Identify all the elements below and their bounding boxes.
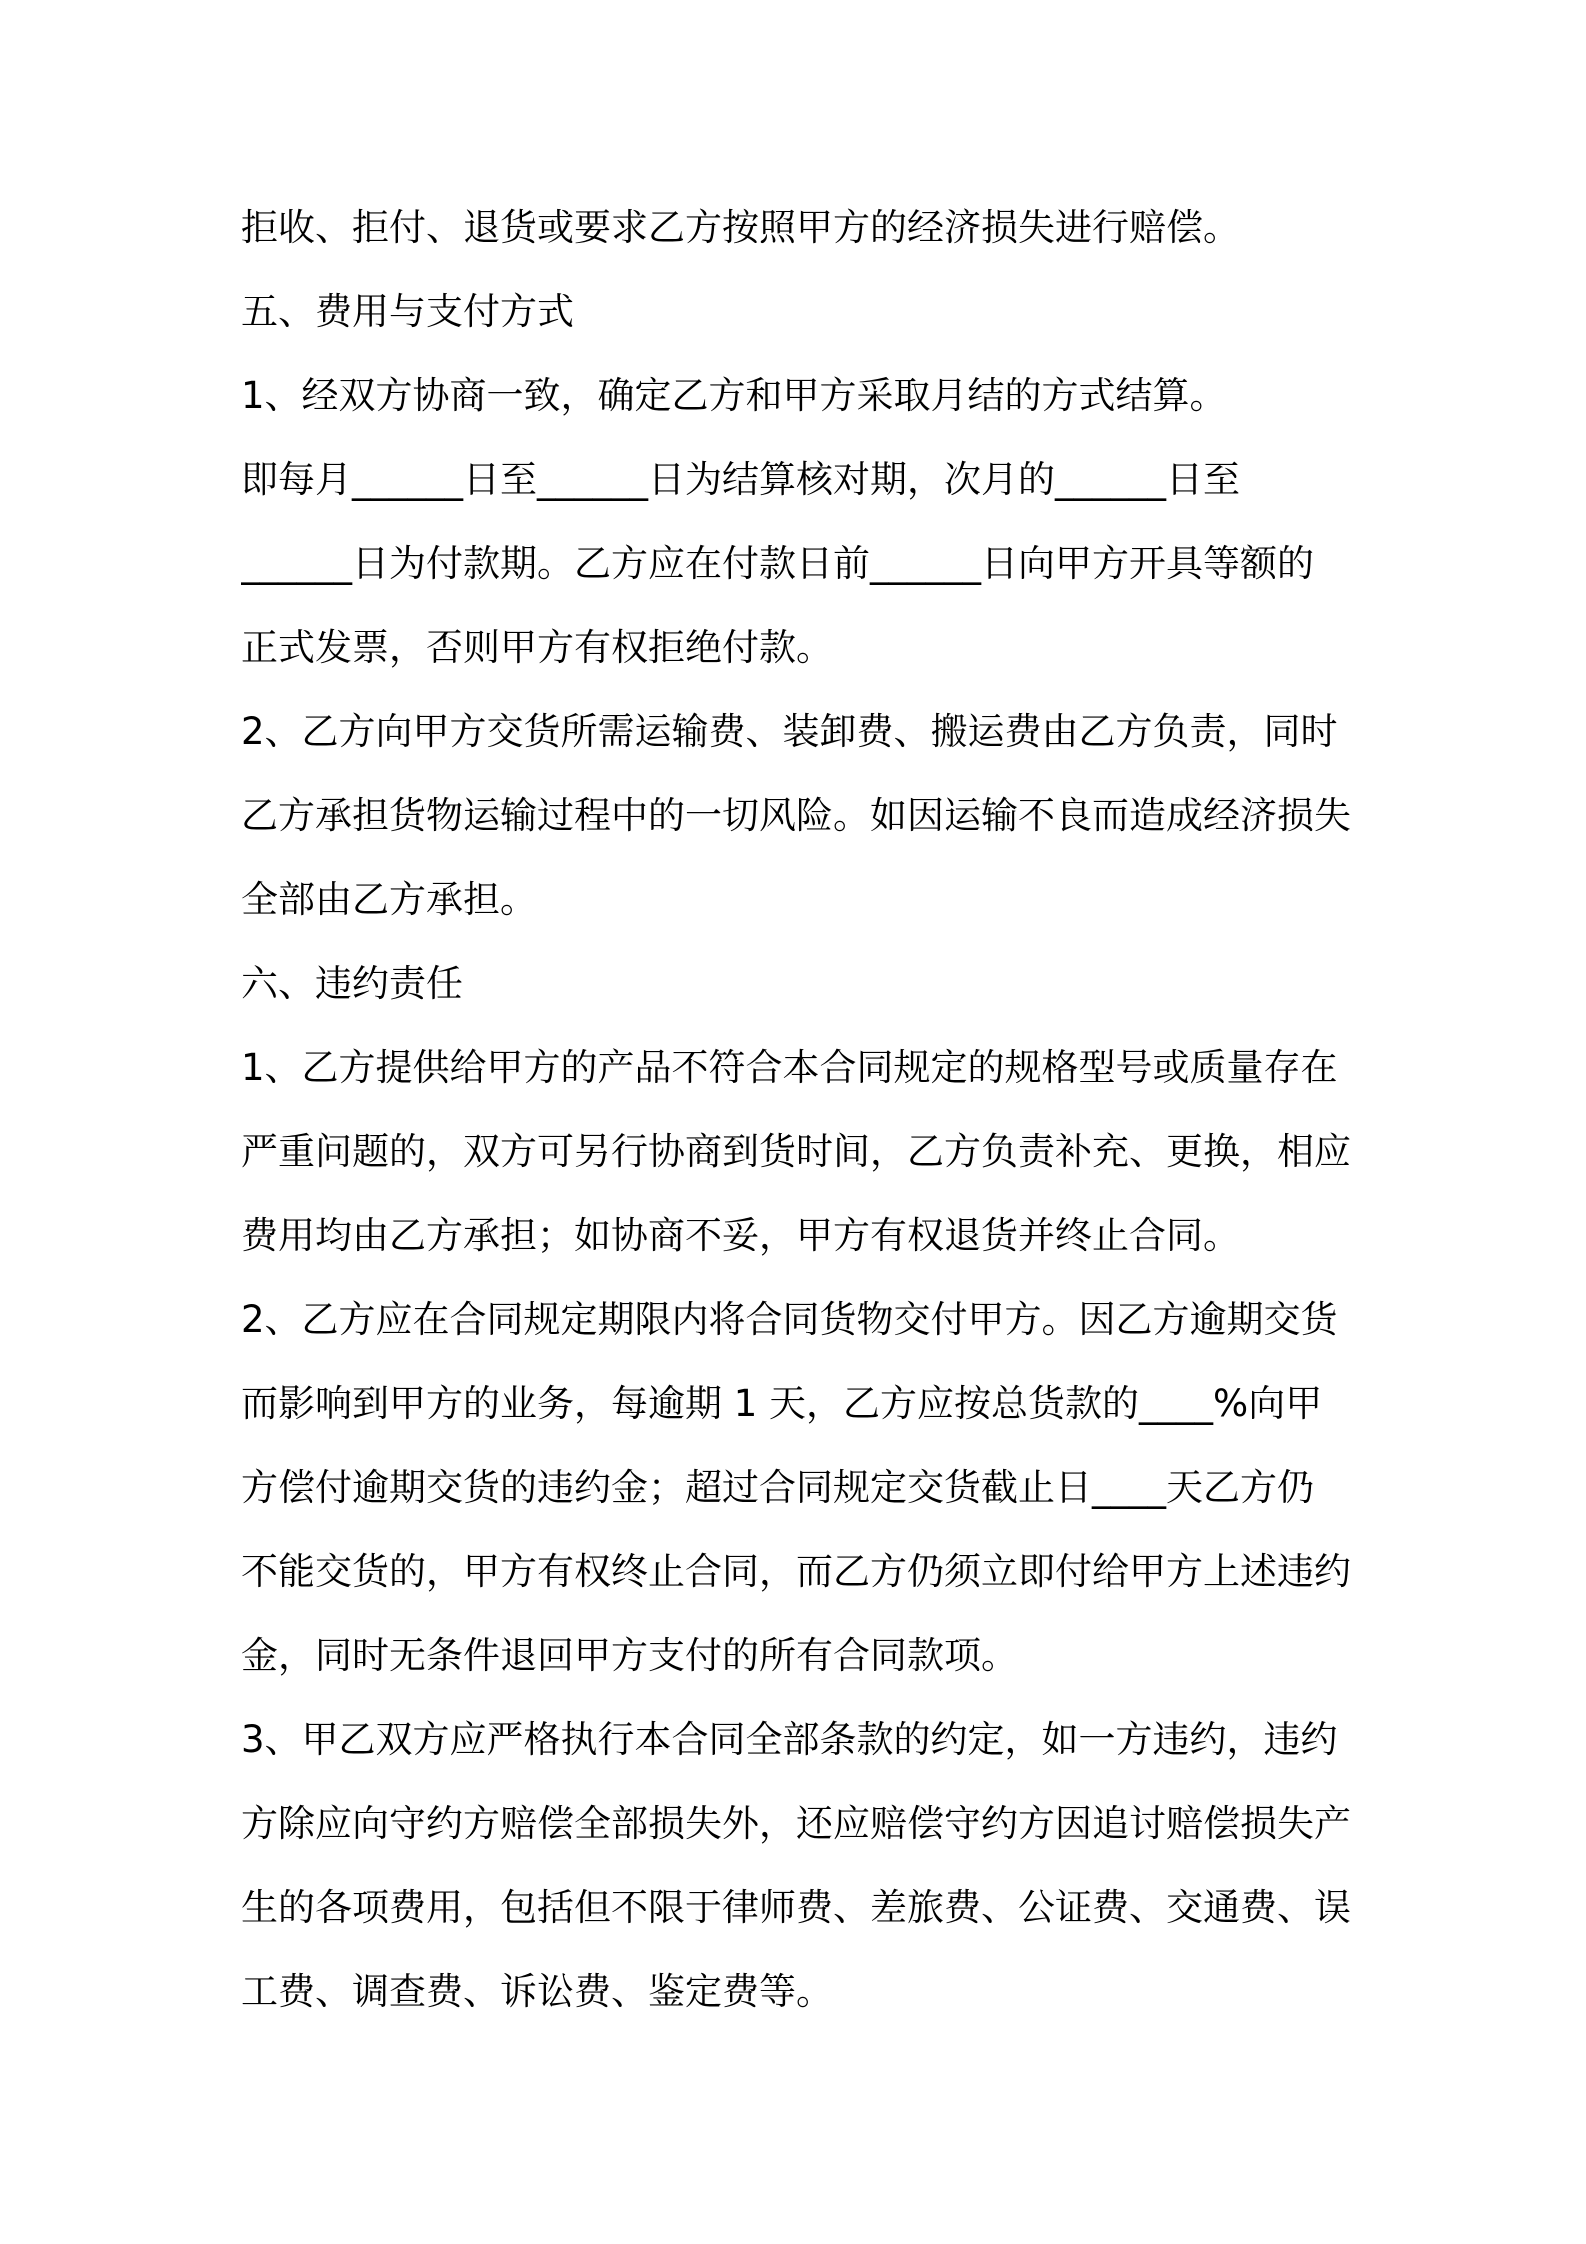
text-line: 工费、调查费、诉讼费、鉴定费等。	[241, 1970, 833, 2013]
text-line: 1、乙方提供给甲方的产品不符合本合同规定的规格型号或质量存在	[241, 1046, 1338, 1089]
text-line: 3、甲乙双方应严格执行本合同全部条款的约定，如一方违约，违约	[241, 1718, 1338, 1761]
text-line: 2、乙方向甲方交货所需运输费、装卸费、搬运费由乙方负责，同时	[241, 710, 1338, 753]
text-line: 不能交货的，甲方有权终止合同，而乙方仍须立即付给甲方上述违约	[241, 1550, 1351, 1593]
section-heading: 五、费用与支付方式	[241, 290, 574, 333]
text-line: 方除应向守约方赔偿全部损失外，还应赔偿守约方因追讨赔偿损失产	[241, 1802, 1351, 1845]
text-line: 而影响到甲方的业务，每逾期 1 天，乙方应按总货款的____%向甲	[241, 1382, 1323, 1425]
text-line: 全部由乙方承担。	[241, 878, 537, 921]
text-line: 严重问题的，双方可另行协商到货时间，乙方负责补充、更换，相应	[241, 1130, 1351, 1173]
text-line: 生的各项费用，包括但不限于律师费、差旅费、公证费、交通费、误	[241, 1886, 1351, 1929]
text-line: 2、乙方应在合同规定期限内将合同货物交付甲方。因乙方逾期交货	[241, 1298, 1338, 1341]
text-line: 乙方承担货物运输过程中的一切风险。如因运输不良而造成经济损失	[241, 794, 1351, 837]
text-line: 金，同时无条件退回甲方支付的所有合同款项。	[241, 1634, 1018, 1677]
text-line: 即每月______日至______日为结算核对期，次月的______日至	[241, 458, 1240, 501]
text-line: 1、经双方协商一致，确定乙方和甲方采取月结的方式结算。	[241, 374, 1227, 417]
section-heading: 六、违约责任	[241, 962, 463, 1005]
text-line: 方偿付逾期交货的违约金；超过合同规定交货截止日____天乙方仍	[241, 1466, 1314, 1509]
text-line: ______日为付款期。乙方应在付款日前______日向甲方开具等额的	[241, 542, 1314, 585]
text-line: 正式发票，否则甲方有权拒绝付款。	[241, 626, 833, 669]
text-line: 费用均由乙方承担；如协商不妥，甲方有权退货并终止合同。	[241, 1214, 1240, 1257]
text-line: 拒收、拒付、退货或要求乙方按照甲方的经济损失进行赔偿。	[241, 206, 1240, 249]
